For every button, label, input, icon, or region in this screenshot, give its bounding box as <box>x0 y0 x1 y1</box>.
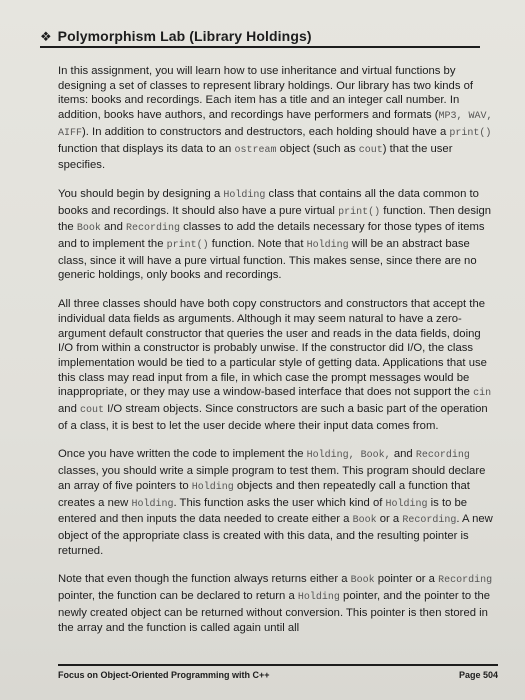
paragraph-text: or a <box>376 513 403 526</box>
paragraph-1 <box>58 64 498 173</box>
inline-code: Recording <box>402 515 457 527</box>
paragraph-text: . A new object of the appropriate class is created with this data, and the resulting pointer is returned. <box>58 513 493 557</box>
paragraph-text: ) that the user specifies. <box>58 142 453 172</box>
paragraph-text: pointer, and the pointer to the newly created object can be returned without conversion. This pointer is then stored in the array and the function is called again until all <box>58 590 491 634</box>
inline-code: print() <box>166 240 209 252</box>
inline-code: Holding, Book, <box>306 450 391 462</box>
paragraph-text: classes, you should write a simple program to test them. This program should declare an array of five pointers to <box>58 465 486 492</box>
paragraph-text: and <box>100 221 126 234</box>
paragraph-text: pointer, the function can be declared to return a <box>58 590 298 603</box>
paragraph-text: objects and then repeatedly call a function that creates a new <box>58 479 470 509</box>
inline-code: cout <box>80 405 105 417</box>
paragraph-text: Note that even though the function always returns either a <box>58 573 351 586</box>
paragraph-text: ). In addition to constructors and destructors, each holding should have a <box>82 125 450 138</box>
paragraph-5 <box>58 572 498 635</box>
inline-code: Recording <box>438 575 493 587</box>
paragraph-text: All three classes should have both copy constructors and constructors that accept the individual data fields as arguments. Although it may seem natural to have a zero-argument default constructor that queries the user and reads in the data fields, doing I/O from within a constructor is probably unwise. If the constructor did I/O, the class implementation would be tied to a particular style of getting data. Applications that use this class may read input from a file, in which case the prompt messages would be inappropriate, or they may use a window-based interface that does not support the <box>58 298 487 399</box>
diamond-bullet-icon: ❖ <box>40 28 52 44</box>
section-header <box>40 28 480 48</box>
paragraph-text: . This function asks the user which kind of <box>173 496 386 509</box>
inline-code: Holding <box>306 240 349 252</box>
paragraph-2 <box>58 187 498 283</box>
paragraph-text: classes to add the details necessary for those types of items and to implement the <box>58 221 485 251</box>
inline-code: print() <box>449 127 492 139</box>
paragraph-text: and <box>58 403 80 416</box>
paragraph-text: In this assignment, you will learn how to use inheritance and virtual functions by designing a set of classes to represent library holdings. Our library has two kinds of items: books and recordings. Each item has a title and an integer call number. In addition, books have authors, and recordings have performers and formats ( <box>58 65 474 122</box>
inline-code: Holding <box>191 481 234 493</box>
inline-code: print() <box>338 206 381 218</box>
paragraph-text: and <box>390 448 416 461</box>
paragraph-text: pointer or a <box>374 573 439 586</box>
paragraph-text: function. Then design the <box>58 204 492 234</box>
body-text <box>58 64 498 649</box>
inline-code: MP3, WAV, AIFF <box>58 111 493 139</box>
paragraph-text: object (such as <box>276 142 359 155</box>
page-footer <box>58 664 498 680</box>
inline-code: Book <box>352 515 377 527</box>
inline-code: ostream <box>234 144 277 156</box>
footer-book-title: Focus on Object-Oriented Programming with C++ <box>58 670 270 680</box>
paragraph-text: will be an abstract base class, since it will have a pure virtual function. This makes sense, since there are no generic holdings, only books and recordings. <box>58 238 477 282</box>
paragraph-text: is to be entered and then inputs the data needed to create either a <box>58 496 468 526</box>
inline-code: Holding <box>385 498 428 510</box>
inline-code: Recording <box>126 223 181 235</box>
paragraph-text: function that displays its data to an <box>58 142 235 155</box>
paragraph-text: You should begin by designing a <box>58 187 224 200</box>
paragraph-text: I/O stream objects. Since constructors are such a basic part of the operation of a class, it is best to let the user decide where their input data comes from. <box>58 403 488 432</box>
inline-code: Book <box>350 575 375 587</box>
paragraph-4 <box>58 447 498 558</box>
footer-page-number: Page 504 <box>458 670 498 680</box>
inline-code: Recording <box>415 450 470 462</box>
section-title: Polymorphism Lab (Library Holdings) <box>57 28 312 44</box>
inline-code: cin <box>473 388 492 400</box>
inline-code: cout <box>358 144 383 156</box>
inline-code: Holding <box>223 189 266 201</box>
inline-code: Book <box>76 223 101 235</box>
paragraph-text: class that contains all the data common to books and recordings. It should also have a pure virtual <box>58 187 479 217</box>
paragraph-3 <box>58 297 498 433</box>
paragraph-text: function. Note that <box>208 238 307 251</box>
inline-code: Holding <box>131 498 174 510</box>
inline-code: Holding <box>297 592 340 604</box>
paragraph-text: Once you have written the code to implement the <box>58 448 307 461</box>
